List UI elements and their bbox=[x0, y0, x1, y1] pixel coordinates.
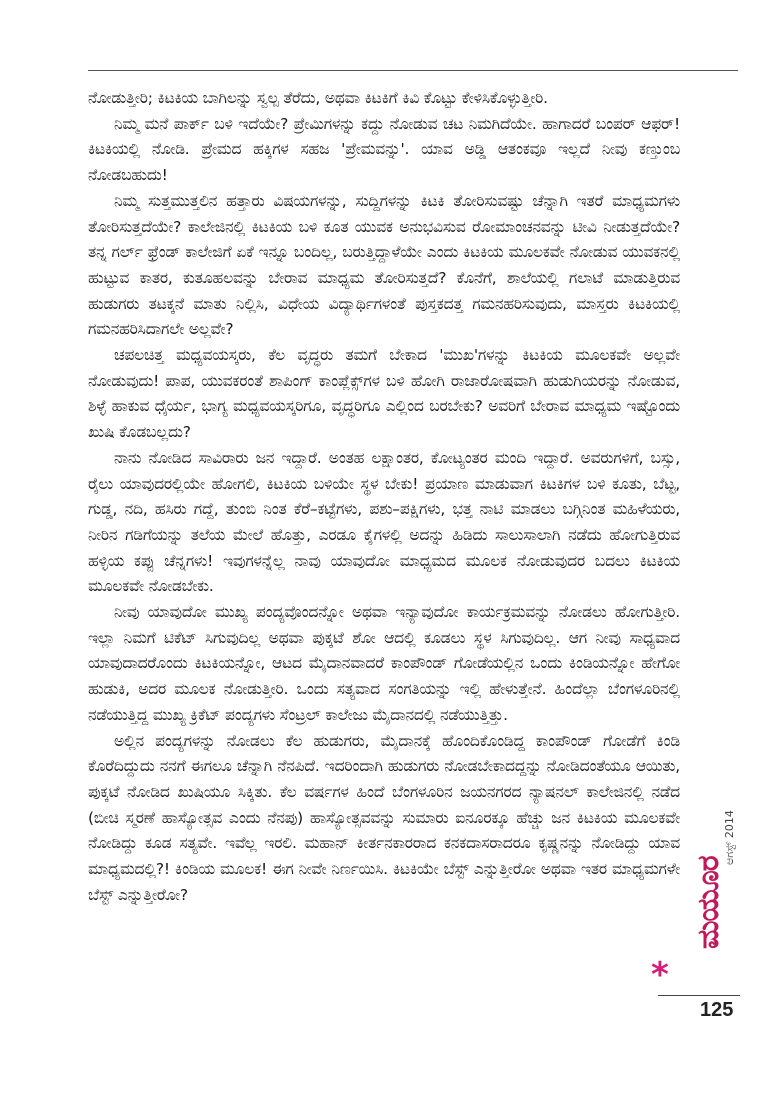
article-paragraph-5: ನಾನು ನೋಡಿದ ಸಾವಿರಾರು ಜನ ಇದ್ದಾರೆ. ಅಂತಹ ಲಕ್ಷಾಂತರ, ಕೋಟ್ಯಂತರ ಮಂದಿ ಇದ್ದಾರೆ. ಅವರುಗಳಿಗೆ, ಬಸ್ಸು, ರೈಲು ಯಾವುದರಲ್ಲಿಯೇ ಹೋಗಲಿ, ಕಿಟಕಿಯ ಬಳಿಯೇ ಸ್ಥಳ ಬೇಕು! ಪ್ರಯಾಣ ಮಾಡುವಾಗ ಕಿಟಕಿಗಳ ಬಳಿ ಕೂತು, ಬೆಟ್ಟ, ಗುಡ್ಡ, ನದಿ, ಹಸಿರು ಗದ್ದೆ, ತುಂಬಿ ನಿಂತ ಕೆರೆ–ಕಟ್ಟೆಗಳು, ಪಶು–ಪಕ್ಷಿಗಳು, ಭತ್ತ ನಾಟಿ ಮಾಡಲು ಬಗ್ಗಿನಿಂತ ಮಹಿಳೆಯರು, ನೀರಿನ ಗಡಿಗೆಯನ್ನು ತಲೆಯ ಮೇಲೆ ಹೊತ್ತು, ಎರಡೂ ಕೈಗಳಲ್ಲಿ ಅದನ್ನು ಹಿಡಿದು ಸಾಲುಸಾಲಾಗಿ ನಡೆದು ಹೋಗುತ್ತಿರುವ ಹಳ್ಳಿಯ ಕಪ್ಪು ಚೆನ್ನಗಳು! ಇವುಗಳನ್ನೆಲ್ಲ ನಾವು ಯಾವುದೋ ಮಾಧ್ಯಮದ ಮೂಲಕ ನೋಡುವುದರ ಬದಲು ಕಿಟಕಿಯ ಮೂಲಕವೇ ನೋಡಬೇಕು. bbox=[88, 448, 680, 596]
magazine-name: ಮಯೂರ bbox=[691, 856, 726, 950]
issue-date: ಆಗಸ್ಟ್ 2014 bbox=[723, 810, 736, 865]
magazine-side-label bbox=[692, 795, 740, 970]
top-rule bbox=[88, 70, 738, 71]
article-paragraph-2: ನಿಮ್ಮ ಮನೆ ಪಾರ್ಕ್ ಬಳಿ ಇದೆಯೇ? ಪ್ರೇಮಿಗಳನ್ನು ಕದ್ದು ನೋಡುವ ಚಟ ನಿಮಗಿದೆಯೇ. ಹಾಗಾದರೆ ಬಂಪರ್ ಆಫರ್! ಕಿಟಕಿಯಲ್ಲಿ ನೋಡಿ. ಪ್ರೇಮದ ಹಕ್ಕಿಗಳ ಸಹಜ 'ಪ್ರೇಮವನ್ನು'. ಯಾವ ಅಡ್ಡಿ ಆತಂಕವೂ ಇಲ್ಲದೆ ನೀವು ಕಣ್ತುಂಬ ನೋಡಬಹುದು! bbox=[88, 114, 680, 185]
asterisk-icon: * bbox=[651, 955, 669, 995]
page-number: 125 bbox=[700, 999, 734, 1021]
article-paragraph-3: ನಿಮ್ಮ ಸುತ್ತಮುತ್ತಲಿನ ಹತ್ತಾರು ವಿಷಯಗಳನ್ನು, ಸುದ್ದಿಗಳನ್ನು ಕಿಟಕಿ ತೋರಿಸುವಷ್ಟು ಚೆನ್ನಾಗಿ ಇತರೆ ಮಾಧ್ಯಮಗಳು ತೋರಿಸುತ್ತದೆಯೇ? ಕಾಲೇಜಿನಲ್ಲಿ ಕಿಟಕಿಯ ಬಳಿ ಕೂತ ಯುವಕ ಅನುಭವಿಸುವ ರೋಮಾಂಚನವನ್ನು ಟೀವಿ ನೀಡುತ್ತದೆಯೇ? ತನ್ನ ಗರ್ಲ್ ಫ್ರೆಂಡ್ ಕಾಲೇಜಿಗೆ ಏಕೆ ಇನ್ನೂ ಬಂದಿಲ್ಲ, ಬರುತ್ತಿದ್ದಾಳೆಯೇ ಎಂದು ಕಿಟಕಿಯ ಮೂಲಕವೇ ನೋಡುವ ಯುವಕನಲ್ಲಿ ಹುಟ್ಟುವ ಕಾತರ, ಕುತೂಹಲವನ್ನು ಬೇರಾವ ಮಾಧ್ಯಮ ತೋರಿಸುತ್ತದೆ? ಕೊನೆಗೆ, ಶಾಲೆಯಲ್ಲಿ ಗಲಾಟೆ ಮಾಡುತ್ತಿರುವ ಹುಡುಗರು ತಟಕ್ಕನೆ ಮಾತು ನಿಲ್ಲಿಸಿ, ವಿಧೇಯ ವಿದ್ಯಾರ್ಥಿಗಳಂತೆ ಪುಸ್ತಕದತ್ತ ಗಮನಹರಿಸುವುದು, ಮಾಸ್ತರು ಕಿಟಕಿಯಲ್ಲಿ ಗಮನಹರಿಸಿದಾಗಲೇ ಅಲ್ಲವೇ? bbox=[88, 191, 680, 339]
article-paragraph-7: ಅಲ್ಲಿನ ಪಂದ್ಯಗಳನ್ನು ನೋಡಲು ಕೆಲ ಹುಡುಗರು, ಮೈದಾನಕ್ಕೆ ಹೊಂದಿಕೊಂಡಿದ್ದ ಕಾಂಪೌಂಡ್ ಗೋಡೆಗೆ ಕಿಂಡಿ ಕೊರೆದಿದ್ದುದು ನನಗೆ ಈಗಲೂ ಚೆನ್ನಾಗಿ ನೆನಪಿದೆ. ಇದರಿಂದಾಗಿ ಹುಡುಗರು ನೋಡಬೇಕಾದದ್ದನ್ನು ನೋಡಿದಂತೆಯೂ ಆಯಿತು, ಪುಕ್ಕಟೆ ನೋಡಿದ ಖುಷಿಯೂ ಸಿಕ್ಕಿತು. ಕೆಲ ವರ್ಷಗಳ ಹಿಂದೆ ಬೆಂಗಳೂರಿನ ಜಯನಗರದ ನ್ಯಾಷನಲ್ ಕಾಲೇಜಿನಲ್ಲಿ ನಡೆದ (ಬೀಚಿ ಸ್ಮರಣೆ ಹಾಸ್ಯೋತ್ಸವ ಎಂದು ನೆನಪು) ಹಾಸ್ಯೋತ್ಸವವನ್ನು ಸುಮಾರು ಐನೂರಕ್ಕೂ ಹೆಚ್ಚು ಜನ ಕಿಟಕಿಯ ಮೂಲಕವೇ ನೋಡಿದ್ದು ಕೂಡ ಸತ್ಯವೇ. ಇವೆಲ್ಲ ಇರಲಿ. ಮಹಾನ್ ಕೀರ್ತನಕಾರರಾದ ಕನಕದಾಸರಾದರೂ ಕೃಷ್ಣನನ್ನು ನೋಡಿದ್ದು ಯಾವ ಮಾಧ್ಯಮದಲ್ಲಿ?! ಕಿಂಡಿಯ ಮೂಲಕ! ಈಗ ನೀವೇ ನಿರ್ಣಯಿಸಿ. ಕಿಟಕಿಯೇ ಬೆಸ್ಟ್ ಎನ್ನುತ್ತೀರೋ ಅಥವಾ ಇತರ ಮಾಧ್ಯಮಗಳೇ ಬೆಸ್ಟ್ ಎನ್ನುತ್ತೀರೋ? bbox=[88, 731, 680, 904]
article-body bbox=[88, 86, 680, 909]
article-paragraph-4: ಚಪಲಚಿತ್ತ ಮಧ್ಯವಯಸ್ಕರು, ಕೆಲ ವೃದ್ಧರು ತಮಗೆ ಬೇಕಾದ 'ಮುಖ'ಗಳನ್ನು ಕಿಟಕಿಯ ಮೂಲಕವೇ ಅಲ್ಲವೇ ನೋಡುವುದು! ಪಾಪ, ಯುವಕರಂತೆ ಶಾಪಿಂಗ್ ಕಾಂಪ್ಲೆಕ್ಸ್‌ಗಳ ಬಳಿ ಹೋಗಿ ರಾಜಾರೋಷವಾಗಿ ಹುಡುಗಿಯರನ್ನು ನೋಡುವ, ಶಿಳ್ಳೆ ಹಾಕುವ ಧೈರ್ಯ, ಭಾಗ್ಯ ಮಧ್ಯವಯಸ್ಕರಿಗೂ, ವೃದ್ಧರಿಗೂ ಎಲ್ಲಿಂದ ಬರಬೇಕು? ಅವರಿಗೆ ಬೇರಾವ ಮಾಧ್ಯಮ ಇಷ್ಟೊಂದು ಖುಷಿ ಕೊಡಬಲ್ಲದು? bbox=[88, 346, 680, 442]
article-paragraph-1: ನೋಡುತ್ತೀರಿ; ಕಿಟಕಿಯ ಬಾಗಿಲನ್ನು ಸ್ವಲ್ಪ ತೆರೆದು, ಅಥವಾ ಕಿಟಕಿಗೆ ಕಿವಿ ಕೊಟ್ಟು ಕೇಳಿಸಿಕೊಳ್ಳುತ್ತೀರಿ. bbox=[88, 89, 548, 107]
footer-rule bbox=[658, 995, 740, 996]
article-paragraph-6: ನೀವು ಯಾವುದೋ ಮುಖ್ಯ ಪಂದ್ಯವೊಂದನ್ನೋ ಅಥವಾ ಇನ್ಯಾವುದೋ ಕಾರ್ಯಕ್ರಮವನ್ನು ನೋಡಲು ಹೋಗುತ್ತೀರಿ. ಇಲ್ಲಾ ನಿಮಗೆ ಟಿಕೆಟ್ ಸಿಗುವುದಿಲ್ಲ ಅಥವಾ ಪುಕ್ಕಟೆ ಶೋ ಆದಲ್ಲಿ ಕೂಡಲು ಸ್ಥಳ ಸಿಗುವುದಿಲ್ಲ. ಆಗ ನೀವು ಸಾಧ್ಯವಾದ ಯಾವುದಾದರೊಂದು ಕಿಟಕಿಯನ್ನೋ, ಆಟದ ಮೈದಾನವಾದರೆ ಕಾಂಪೌಂಡ್ ಗೋಡೆಯಲ್ಲಿನ ಒಂದು ಕಿಂಡಿಯನ್ನೋ ಹೇಗೋ ಹುಡುಕಿ, ಅದರ ಮೂಲಕ ನೋಡುತ್ತೀರಿ. ಒಂದು ಸತ್ಯವಾದ ಸಂಗತಿಯನ್ನು ಇಲ್ಲಿ ಹೇಳುತ್ತೇನೆ. ಹಿಂದೆಲ್ಲಾ ಬೆಂಗಳೂರಿನಲ್ಲಿ ನಡೆಯುತ್ತಿದ್ದ ಮುಖ್ಯ ಕ್ರಿಕೆಟ್ ಪಂದ್ಯಗಳು ಸೆಂಟ್ರಲ್ ಕಾಲೇಜು ಮೈದಾನದಲ್ಲಿ ನಡೆಯುತ್ತಿತ್ತು. bbox=[88, 603, 680, 724]
